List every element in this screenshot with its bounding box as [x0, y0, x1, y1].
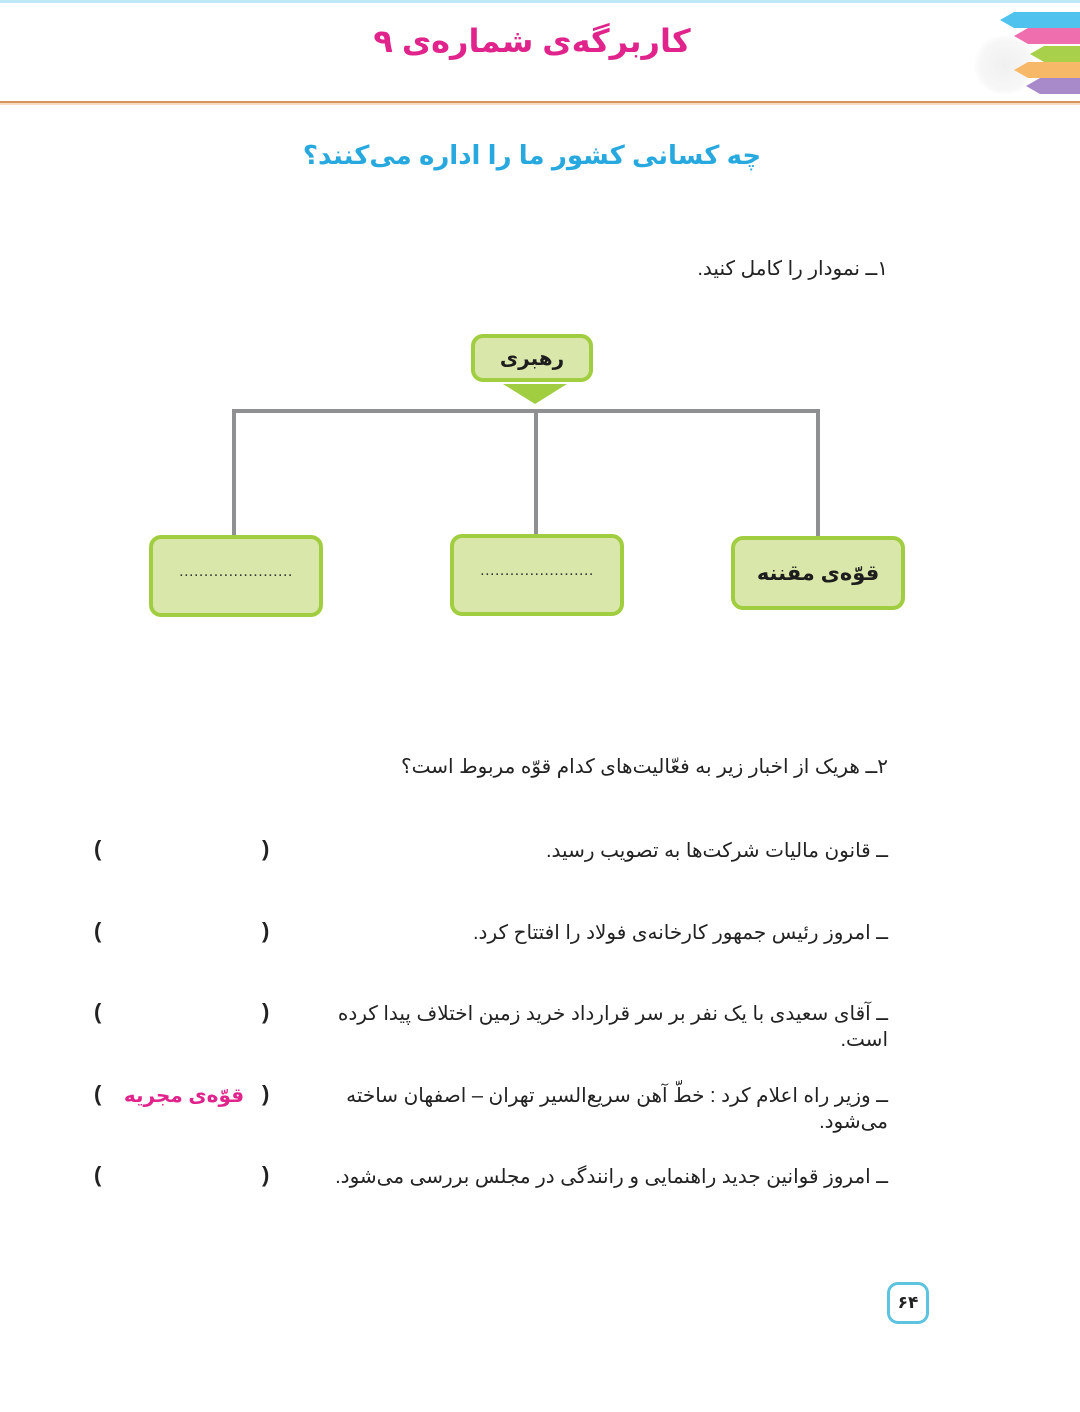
question-1-label: ۱ــ نمودار را کامل کنید. — [697, 258, 888, 280]
page-number: ۶۴ — [897, 1293, 919, 1312]
news-item — [0, 1081, 1080, 1133]
news-text: ــ امروز قوانین جدید راهنمایی و رانندگی در مجلس بررسی می‌شود. — [335, 1166, 888, 1188]
diagram-root-node — [471, 334, 593, 382]
connector-left — [232, 409, 236, 538]
node-label: قوّه‌ی مقننه — [756, 561, 880, 585]
root-label: رهبری — [499, 347, 565, 370]
paren-open: ( — [94, 1081, 102, 1106]
diagram-node-legislative — [731, 536, 905, 610]
top-border — [0, 0, 1080, 3]
connector-middle — [534, 409, 538, 538]
connector-right — [816, 409, 820, 538]
paren-open: ( — [94, 1162, 102, 1187]
paren-open: ( — [94, 999, 102, 1024]
page-header — [0, 0, 1080, 104]
connector-horizontal — [232, 409, 820, 413]
paren-close: ) — [262, 1162, 270, 1187]
answer-executive[interactable]: قوّه‌ی مجریه — [123, 1085, 245, 1107]
fill-in-dots: ....................... — [480, 562, 594, 579]
header-divider — [0, 101, 1080, 105]
paren-close: ) — [262, 999, 270, 1024]
news-item — [0, 999, 1080, 1051]
paren-close: ) — [262, 918, 270, 943]
news-text: ــ قانون مالیات شرکت‌ها به تصویب رسید. — [546, 840, 888, 862]
worksheet-title: کاربرگه‌ی شماره‌ی ۹ — [373, 23, 691, 59]
fill-in-dots: ....................... — [179, 563, 293, 580]
arrow-down-icon — [503, 384, 567, 404]
question-2-label: ۲ــ هریک از اخبار زیر به فعّالیت‌های کدام قوّه مربوط است؟ — [401, 756, 888, 778]
diagram-node-blank-left[interactable] — [149, 535, 323, 617]
page-number-badge — [887, 1282, 929, 1324]
news-item — [0, 1164, 1080, 1204]
news-item — [0, 920, 1080, 960]
paren-close: ) — [262, 836, 270, 861]
news-item — [0, 838, 1080, 878]
paren-open: ( — [94, 836, 102, 861]
paren-close: ) — [262, 1081, 270, 1106]
news-text: ــ وزیر راه اعلام کرد : خطّ آهن سریع‌السیر تهران – اصفهان ساخته می‌شود. — [346, 1085, 888, 1133]
lesson-subtitle: چه کسانی کشور ما را اداره می‌کنند؟ — [302, 140, 762, 170]
news-text: ــ آقای سعیدی با یک نفر بر سر قرارداد خرید زمین اختلاف پیدا کرده است. — [337, 1003, 888, 1051]
ribbon-orange — [1014, 62, 1080, 78]
paren-open: ( — [94, 918, 102, 943]
diagram-node-blank-middle[interactable] — [450, 534, 624, 616]
news-text: ــ امروز رئیس جمهور کارخانه‌ی فولاد را افتتاح کرد. — [473, 922, 888, 944]
